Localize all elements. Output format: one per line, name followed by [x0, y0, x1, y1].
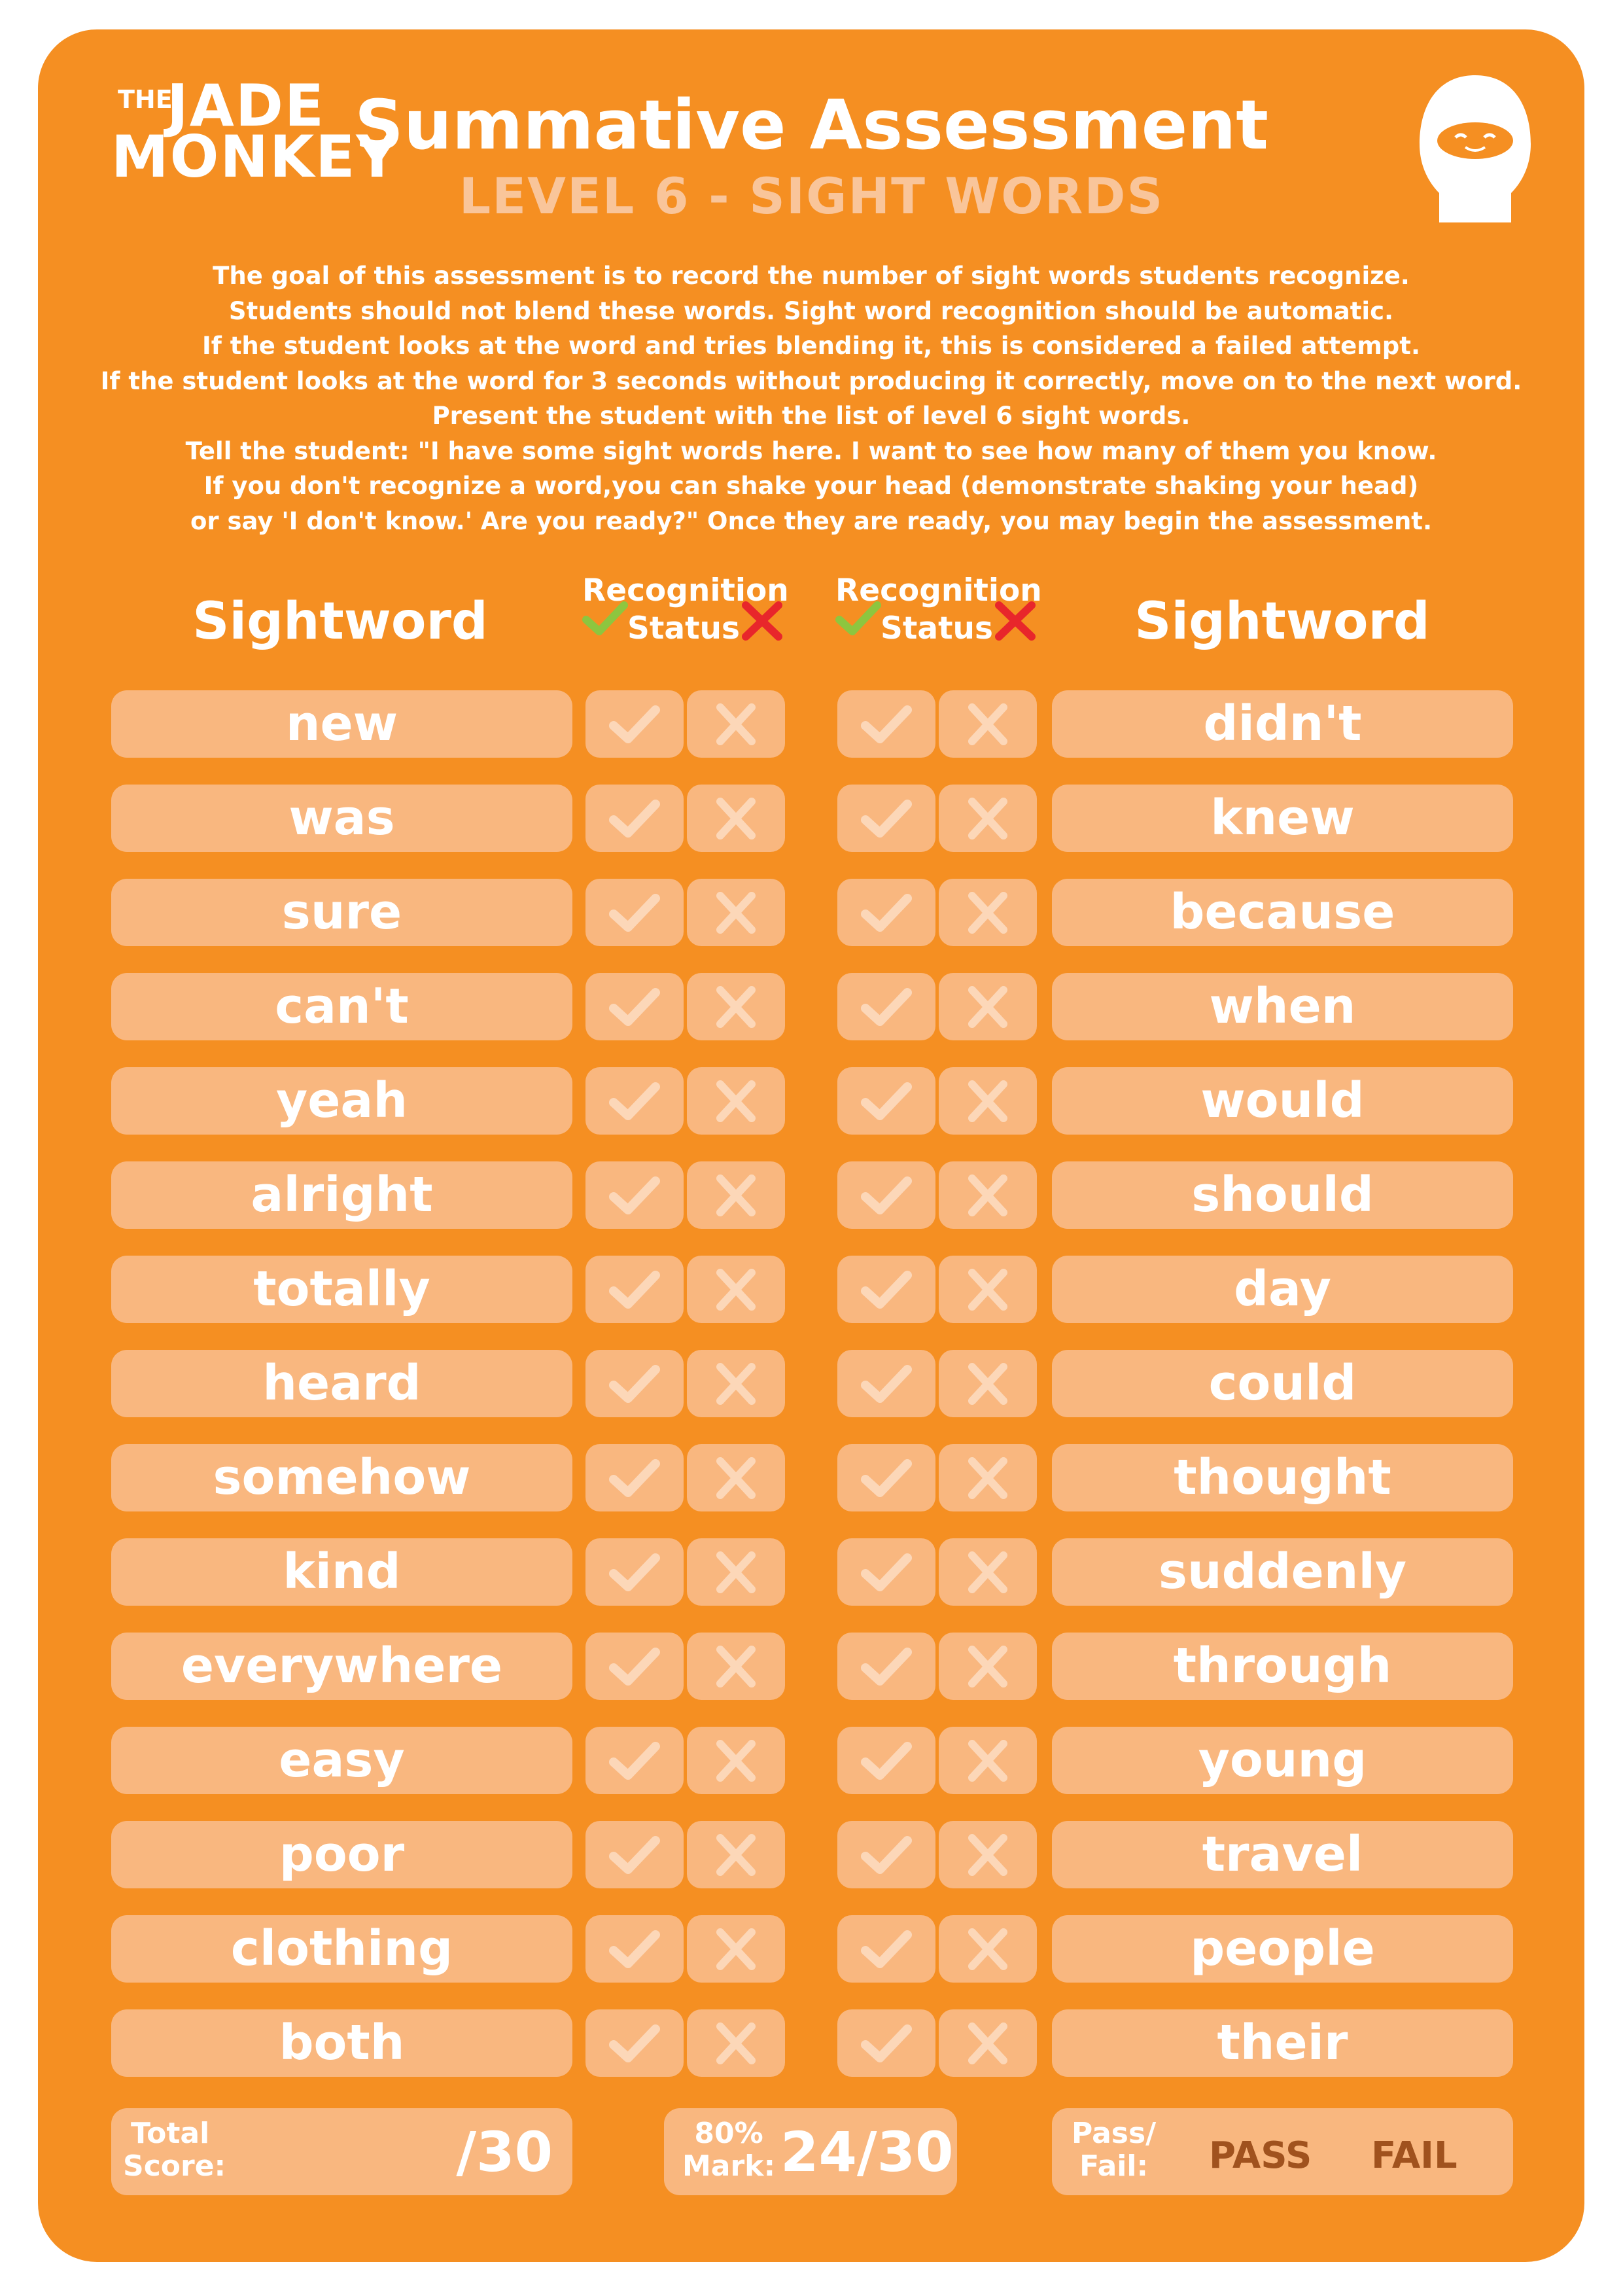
recognition-label: Recognition — [835, 573, 1042, 609]
left-cross-box[interactable] — [687, 690, 785, 758]
check-icon — [608, 891, 661, 934]
left-sightword: poor — [111, 1821, 572, 1888]
page-title: Summative Assessment — [354, 85, 1269, 165]
right-check-box[interactable] — [837, 1161, 935, 1229]
left-cross-box[interactable] — [687, 2009, 785, 2077]
cross-icon — [710, 2021, 762, 2065]
check-icon — [860, 1456, 913, 1500]
left-check-box[interactable] — [585, 1633, 684, 1700]
cross-icon — [962, 1927, 1014, 1971]
right-sightword: suddenly — [1052, 1538, 1513, 1606]
check-icon — [608, 1739, 661, 1782]
check-icon — [608, 1456, 661, 1500]
check-icon — [860, 1550, 913, 1594]
left-cross-box[interactable] — [687, 1633, 785, 1700]
check-icon — [608, 985, 661, 1029]
right-sightword: travel — [1052, 1821, 1513, 1888]
left-check-box[interactable] — [585, 1256, 684, 1323]
total-score-box — [111, 2108, 572, 2195]
cross-icon — [710, 1927, 762, 1971]
cross-icon — [710, 985, 762, 1029]
instruction-line: The goal of this assessment is to record the number of sight words students recognize. — [213, 262, 1410, 290]
cross-icon — [962, 1173, 1014, 1217]
check-icon — [860, 2021, 913, 2065]
left-cross-box[interactable] — [687, 879, 785, 946]
cross-icon — [962, 1456, 1014, 1500]
left-cross-box[interactable] — [687, 1350, 785, 1417]
left-sightword: somehow — [111, 1444, 572, 1511]
status-label: Status — [881, 610, 993, 646]
cross-icon — [739, 599, 785, 641]
left-check-box[interactable] — [585, 1538, 684, 1606]
right-sightword: would — [1052, 1067, 1513, 1135]
right-sightword: because — [1052, 879, 1513, 946]
right-cross-box[interactable] — [939, 879, 1037, 946]
cross-icon — [710, 1267, 762, 1311]
cross-icon — [962, 1550, 1014, 1594]
cross-icon — [710, 1079, 762, 1123]
right-sightword: people — [1052, 1915, 1513, 1983]
total-score-label: Total Score: — [123, 2117, 226, 2183]
right-check-box[interactable] — [837, 2009, 935, 2077]
right-cross-box[interactable] — [939, 1256, 1037, 1323]
left-cross-box[interactable] — [687, 1821, 785, 1888]
left-sightword: clothing — [111, 1915, 572, 1983]
left-sightword: easy — [111, 1727, 572, 1794]
cross-icon — [710, 1644, 762, 1688]
right-cross-box[interactable] — [939, 1538, 1037, 1606]
right-check-box[interactable] — [837, 1915, 935, 1983]
check-icon — [860, 702, 913, 746]
pass-mark-box — [664, 2108, 957, 2195]
left-check-box[interactable] — [585, 1915, 684, 1983]
left-sightword: sure — [111, 879, 572, 946]
pass-mark-label: 80% Mark: — [682, 2117, 776, 2183]
pass-option[interactable]: PASS — [1209, 2134, 1312, 2177]
right-check-box[interactable] — [837, 1067, 935, 1135]
check-icon — [608, 1833, 661, 1877]
left-sightword: heard — [111, 1350, 572, 1417]
check-icon — [860, 1267, 913, 1311]
check-icon — [608, 2021, 661, 2065]
right-cross-box[interactable] — [939, 1821, 1037, 1888]
instruction-line: If the student looks at the word for 3 seconds without producing it correctly, move on to the next word. — [100, 366, 1522, 395]
cross-icon — [962, 1079, 1014, 1123]
left-check-box[interactable] — [585, 879, 684, 946]
cross-icon — [962, 891, 1014, 934]
right-check-box[interactable] — [837, 690, 935, 758]
cross-icon — [710, 702, 762, 746]
check-icon — [608, 1644, 661, 1688]
check-icon — [608, 1927, 661, 1971]
check-icon — [860, 1739, 913, 1782]
check-icon — [860, 1173, 913, 1217]
pass-mark-value: 24/30 — [780, 2120, 954, 2184]
left-sightword: totally — [111, 1256, 572, 1323]
right-check-box[interactable] — [837, 1727, 935, 1794]
left-recognition-status-header — [582, 573, 789, 651]
right-check-box[interactable] — [837, 1821, 935, 1888]
check-icon — [860, 1079, 913, 1123]
left-check-box[interactable] — [585, 785, 684, 852]
right-sightword: when — [1052, 973, 1513, 1040]
left-cross-box[interactable] — [687, 785, 785, 852]
check-icon — [608, 1079, 661, 1123]
left-sightword: new — [111, 690, 572, 758]
right-sightword: should — [1052, 1161, 1513, 1229]
right-recognition-status-header — [835, 573, 1042, 651]
cross-icon — [710, 891, 762, 934]
right-check-box[interactable] — [837, 1633, 935, 1700]
cross-icon — [962, 702, 1014, 746]
cross-icon — [962, 1362, 1014, 1405]
left-cross-box[interactable] — [687, 1256, 785, 1323]
logo-line-monkey: MONKEY — [111, 123, 400, 190]
right-sightword: didn't — [1052, 690, 1513, 758]
left-cross-box[interactable] — [687, 1915, 785, 1983]
right-cross-box[interactable] — [939, 973, 1037, 1040]
left-cross-box[interactable] — [687, 1538, 785, 1606]
instruction-line: If the student looks at the word and tries blending it, this is considered a failed attempt. — [202, 332, 1420, 360]
right-cross-box[interactable] — [939, 1633, 1037, 1700]
right-sightword: could — [1052, 1350, 1513, 1417]
logo-line-jade: JADE — [167, 72, 326, 139]
right-cross-box[interactable] — [939, 690, 1037, 758]
right-sightword: knew — [1052, 785, 1513, 852]
cross-icon — [962, 796, 1014, 840]
page-subtitle: LEVEL 6 - SIGHT WORDS — [459, 167, 1164, 225]
right-check-box[interactable] — [837, 1350, 935, 1417]
right-sightword: thought — [1052, 1444, 1513, 1511]
right-cross-box[interactable] — [939, 1161, 1037, 1229]
right-cross-box[interactable] — [939, 1727, 1037, 1794]
instruction-line: or say 'I don't know.' Are you ready?" Once they are ready, you may begin the assessment. — [190, 506, 1433, 535]
right-check-box[interactable] — [837, 785, 935, 852]
right-sightword-header: Sightword — [1134, 592, 1430, 651]
right-cross-box[interactable] — [939, 1444, 1037, 1511]
check-icon — [860, 1833, 913, 1877]
left-check-box[interactable] — [585, 1161, 684, 1229]
cross-icon — [710, 1739, 762, 1782]
left-check-box[interactable] — [585, 1821, 684, 1888]
check-icon — [608, 796, 661, 840]
instruction-line: Present the student with the list of level 6 sight words. — [432, 402, 1191, 430]
check-icon — [608, 1267, 661, 1311]
total-score-value[interactable]: /30 — [456, 2120, 553, 2184]
pass-fail-label: Pass/ Fail: — [1072, 2117, 1157, 2183]
check-icon — [860, 891, 913, 934]
left-check-box[interactable] — [585, 1444, 684, 1511]
cross-icon — [710, 1173, 762, 1217]
left-sightword: yeah — [111, 1067, 572, 1135]
right-sightword: their — [1052, 2009, 1513, 2077]
left-check-box[interactable] — [585, 1350, 684, 1417]
right-cross-box[interactable] — [939, 1350, 1037, 1417]
cross-icon — [710, 796, 762, 840]
cross-icon — [710, 1833, 762, 1877]
instructions-text — [79, 258, 1544, 539]
instruction-line: Tell the student: "I have some sight words here. I want to see how many of them you know. — [185, 436, 1437, 465]
left-check-box[interactable] — [585, 690, 684, 758]
check-icon — [608, 1173, 661, 1217]
recognition-label: Recognition — [582, 573, 789, 609]
right-check-box[interactable] — [837, 1256, 935, 1323]
right-sightword: young — [1052, 1727, 1513, 1794]
cross-icon — [962, 2021, 1014, 2065]
cross-icon — [710, 1550, 762, 1594]
fail-option[interactable]: FAIL — [1371, 2134, 1457, 2177]
check-icon — [835, 599, 881, 638]
right-check-box[interactable] — [837, 1444, 935, 1511]
check-icon — [860, 1362, 913, 1405]
left-check-box[interactable] — [585, 1067, 684, 1135]
left-sightword-header: Sightword — [192, 592, 488, 651]
right-cross-box[interactable] — [939, 1915, 1037, 1983]
left-sightword: was — [111, 785, 572, 852]
check-icon — [582, 599, 628, 638]
status-label: Status — [627, 610, 740, 646]
right-cross-box[interactable] — [939, 785, 1037, 852]
left-cross-box[interactable] — [687, 1161, 785, 1229]
right-check-box[interactable] — [837, 879, 935, 946]
left-sightword: can't — [111, 973, 572, 1040]
monkey-mascot-icon — [1410, 69, 1541, 222]
cross-icon — [992, 599, 1038, 641]
pass-fail-box — [1052, 2108, 1513, 2195]
left-check-box[interactable] — [585, 2009, 684, 2077]
check-icon — [860, 1927, 913, 1971]
left-sightword: everywhere — [111, 1633, 572, 1700]
check-icon — [608, 702, 661, 746]
right-cross-box[interactable] — [939, 2009, 1037, 2077]
left-check-box[interactable] — [585, 973, 684, 1040]
left-cross-box[interactable] — [687, 1444, 785, 1511]
right-check-box[interactable] — [837, 1538, 935, 1606]
right-sightword: day — [1052, 1256, 1513, 1323]
right-check-box[interactable] — [837, 973, 935, 1040]
left-sightword: kind — [111, 1538, 572, 1606]
left-sightword: alright — [111, 1161, 572, 1229]
cross-icon — [962, 1267, 1014, 1311]
check-icon — [608, 1362, 661, 1405]
cross-icon — [962, 1644, 1014, 1688]
cross-icon — [962, 1833, 1014, 1877]
check-icon — [608, 1550, 661, 1594]
check-icon — [860, 985, 913, 1029]
left-cross-box[interactable] — [687, 1067, 785, 1135]
logo-line-the: THE — [118, 85, 173, 114]
left-cross-box[interactable] — [687, 973, 785, 1040]
right-cross-box[interactable] — [939, 1067, 1037, 1135]
cross-icon — [710, 1362, 762, 1405]
left-cross-box[interactable] — [687, 1727, 785, 1794]
cross-icon — [710, 1456, 762, 1500]
check-icon — [860, 1644, 913, 1688]
left-check-box[interactable] — [585, 1727, 684, 1794]
left-sightword: both — [111, 2009, 572, 2077]
right-sightword: through — [1052, 1633, 1513, 1700]
cross-icon — [962, 985, 1014, 1029]
instruction-line: Students should not blend these words. Sight word recognition should be automatic. — [228, 296, 1394, 325]
check-icon — [860, 796, 913, 840]
instruction-line: If you don't recognize a word,you can shake your head (demonstrate shaking your head) — [203, 472, 1419, 500]
cross-icon — [962, 1739, 1014, 1782]
